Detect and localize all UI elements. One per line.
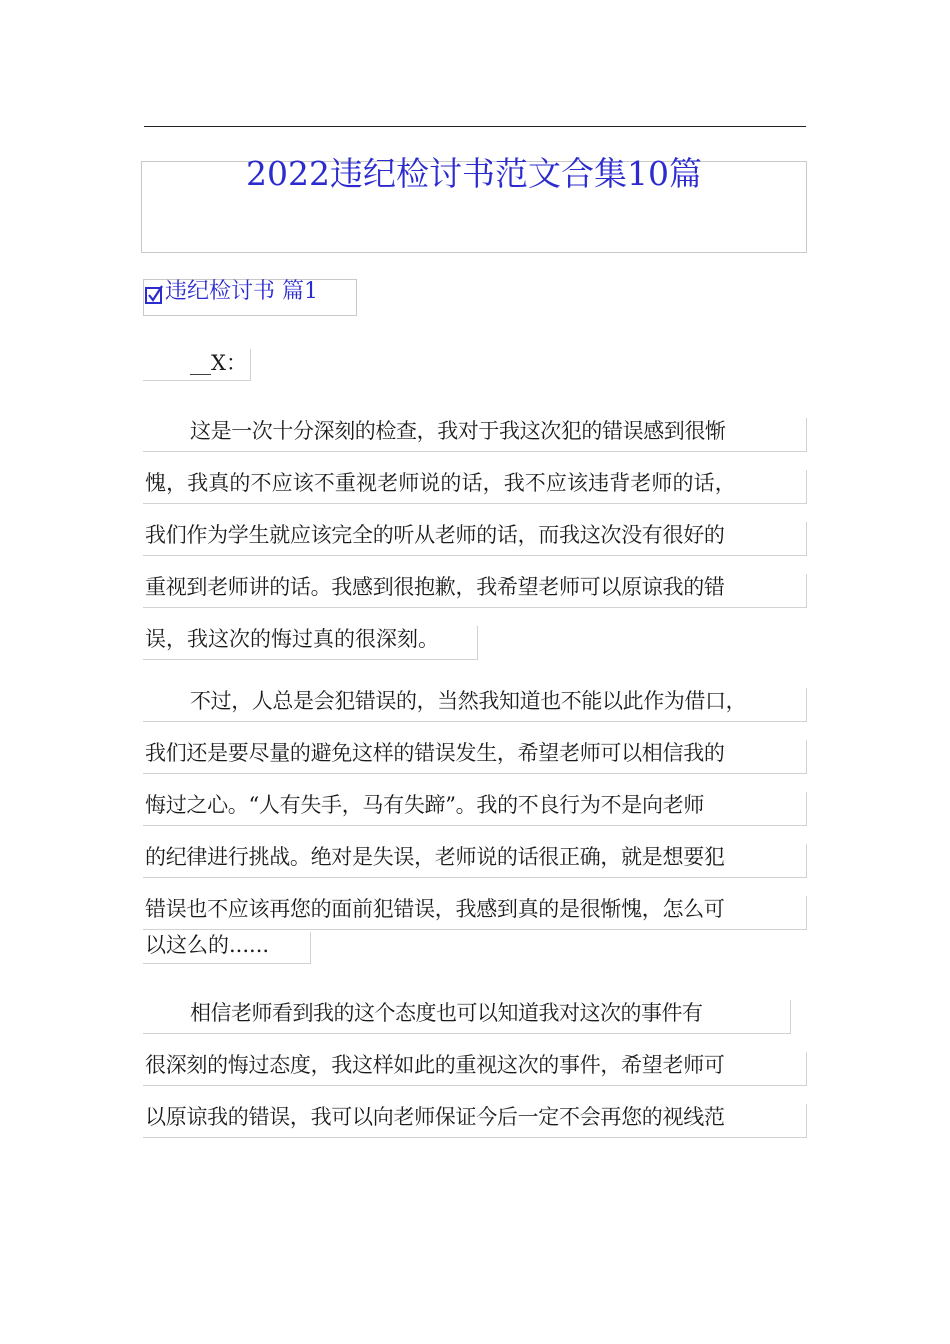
document-title: 2022违纪检讨书范文合集10篇 — [246, 154, 702, 193]
checkbox-checked-icon — [145, 287, 162, 304]
paragraph-1-line-3: 我们作为学生就应该完全的听从老师的话，而我这次没有很好的 — [145, 523, 725, 547]
paragraph-1-line-5: 误，我这次的悔过真的很深刻。 — [145, 627, 439, 651]
paragraph-3-line-1: 相信老师看到我的这个态度也可以知道我对这次的事件有 — [190, 1001, 703, 1025]
paragraph-3-line-2: 很深刻的悔过态度，我这样如此的重视这次的事件，希望老师可 — [145, 1053, 725, 1077]
paragraph-2-line-5: 错误也不应该再您的面前犯错误，我感到真的是很惭愧，怎么可 — [145, 897, 725, 921]
paragraph-2-line-1: 不过，人总是会犯错误的，当然我知道也不能以此作为借口， — [190, 689, 747, 713]
paragraph-1-line-4: 重视到老师讲的话。我感到很抱歉，我希望老师可以原谅我的错 — [145, 575, 725, 599]
paragraph-2-line-2: 我们还是要尽量的避免这样的错误发生，希望老师可以相信我的 — [145, 741, 725, 765]
paragraph-2-line-6: 以这么的...... — [145, 933, 270, 957]
paragraph-3-line-3: 以原谅我的错误，我可以向老师保证今后一定不会再您的视线范 — [145, 1105, 725, 1129]
section-heading-text: 违纪检讨书 篇1 — [165, 279, 318, 304]
paragraph-2-line-4: 的纪律进行挑战。绝对是失误，老师说的话很正确，就是想要犯 — [145, 845, 725, 869]
section-heading — [145, 275, 318, 309]
header-rule — [144, 126, 806, 127]
paragraph-1-line-1: 这是一次十分深刻的检查，我对于我这次犯的错误感到很惭 — [190, 419, 726, 443]
paragraph-1-line-2: 愧，我真的不应该不重视老师说的话，我不应该违背老师的话， — [145, 471, 736, 495]
salutation: __X： — [190, 351, 247, 375]
paragraph-2-line-3: 悔过之心。“人有失手，马有失蹄”。我的不良行为不是向老师 — [145, 793, 705, 817]
